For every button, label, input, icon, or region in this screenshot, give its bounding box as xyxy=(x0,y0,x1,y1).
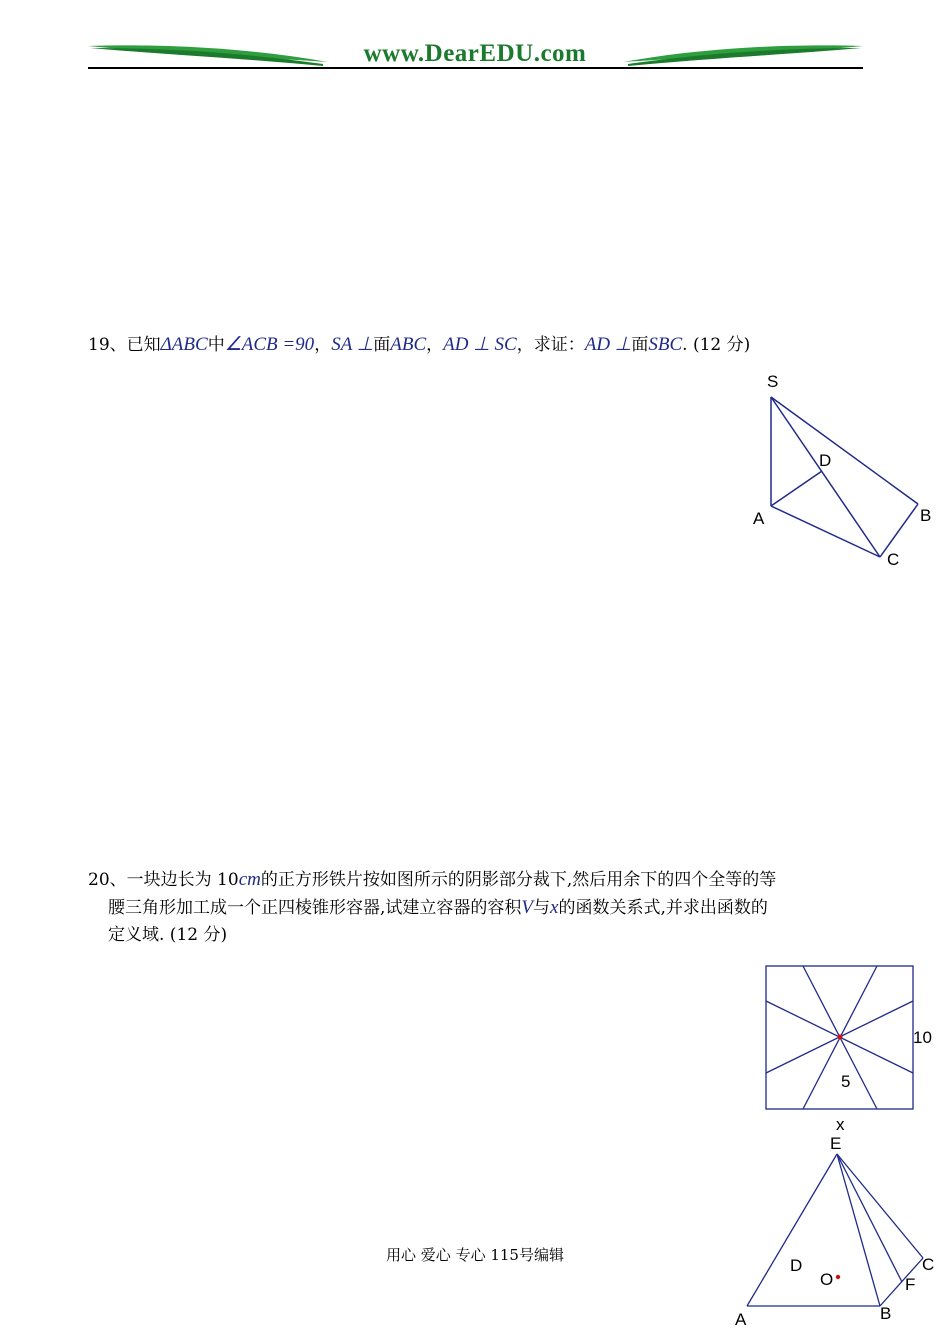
q20-number: 20、 xyxy=(88,870,127,890)
header-rule xyxy=(88,67,863,69)
q20-text: 的函数关系式,并求出函数的 xyxy=(558,898,768,918)
q19-math: ΔABC xyxy=(160,334,208,355)
q19-text: 面 xyxy=(373,335,391,355)
q20-label-c: C xyxy=(922,1255,935,1274)
segment-ad xyxy=(771,471,822,506)
q19-math: SA ⊥ xyxy=(331,334,374,355)
edge-bc xyxy=(880,1258,923,1306)
q20-label-a: A xyxy=(735,1310,747,1329)
q20-pyramid-figure xyxy=(730,1140,950,1342)
header-site-name: www.DearEDU.com xyxy=(363,40,587,67)
q19-text: 已知 xyxy=(126,335,161,355)
question-19 xyxy=(88,331,878,359)
q19-label-c: C xyxy=(887,550,900,569)
q19-label-d: D xyxy=(819,451,832,470)
question-20 xyxy=(88,866,878,949)
center-point-o xyxy=(836,1275,840,1279)
q19-text: 中 xyxy=(207,335,225,355)
edge-sc xyxy=(771,397,880,557)
edge-ac xyxy=(771,506,880,557)
q20-math: cm xyxy=(238,869,261,890)
q20-label-o: O xyxy=(820,1270,834,1289)
q19-tetrahedron-figure xyxy=(740,370,940,580)
q20-label-x: x xyxy=(836,1115,845,1134)
q19-text: . (12 分) xyxy=(682,335,751,355)
q19-text: ， xyxy=(314,335,332,355)
q20-text: 一块边长为 10 xyxy=(126,870,239,890)
center-point xyxy=(838,1035,843,1040)
q19-text: ， xyxy=(426,335,444,355)
edge-ec xyxy=(837,1154,923,1258)
q20-text: 与 xyxy=(533,898,551,918)
q19-math: AD ⊥ SC xyxy=(443,334,517,355)
q20-label-mid: 5 xyxy=(841,1072,851,1091)
q19-number: 19、 xyxy=(88,335,127,355)
q19-math: AD ⊥ xyxy=(584,334,632,355)
q20-label-d: D xyxy=(790,1256,803,1275)
q19-label-s: S xyxy=(767,372,779,391)
page-footer: 用心 爱心 专心 115号编辑 xyxy=(386,1246,564,1264)
q20-label-side: 10 xyxy=(913,1028,932,1047)
q20-label-e: E xyxy=(830,1134,842,1153)
q19-text: 面 xyxy=(631,335,649,355)
edge-eb xyxy=(837,1154,880,1306)
q20-text: 定义域. (12 分) xyxy=(108,925,228,945)
q19-label-a: A xyxy=(753,509,765,528)
q19-text: ，求证： xyxy=(516,335,585,355)
q20-math: x xyxy=(550,897,559,918)
q20-text: 的正方形铁片按如图所示的阴影部分裁下,然后用余下的四个全等的等 xyxy=(260,870,777,890)
q20-text: 腰三角形加工成一个正四棱锥形容器,试建立容器的容积 xyxy=(108,898,522,918)
edge-sb xyxy=(771,397,918,504)
q20-label-f: F xyxy=(905,1275,916,1294)
q19-label-b: B xyxy=(920,506,932,525)
q20-square-figure xyxy=(765,965,915,1111)
q20-label-b: B xyxy=(880,1304,892,1323)
q19-math: ∠ACB =90 xyxy=(224,334,315,355)
q19-math: SBC xyxy=(648,334,683,355)
q20-math: V xyxy=(521,897,534,918)
q19-math: ABC xyxy=(390,334,427,355)
